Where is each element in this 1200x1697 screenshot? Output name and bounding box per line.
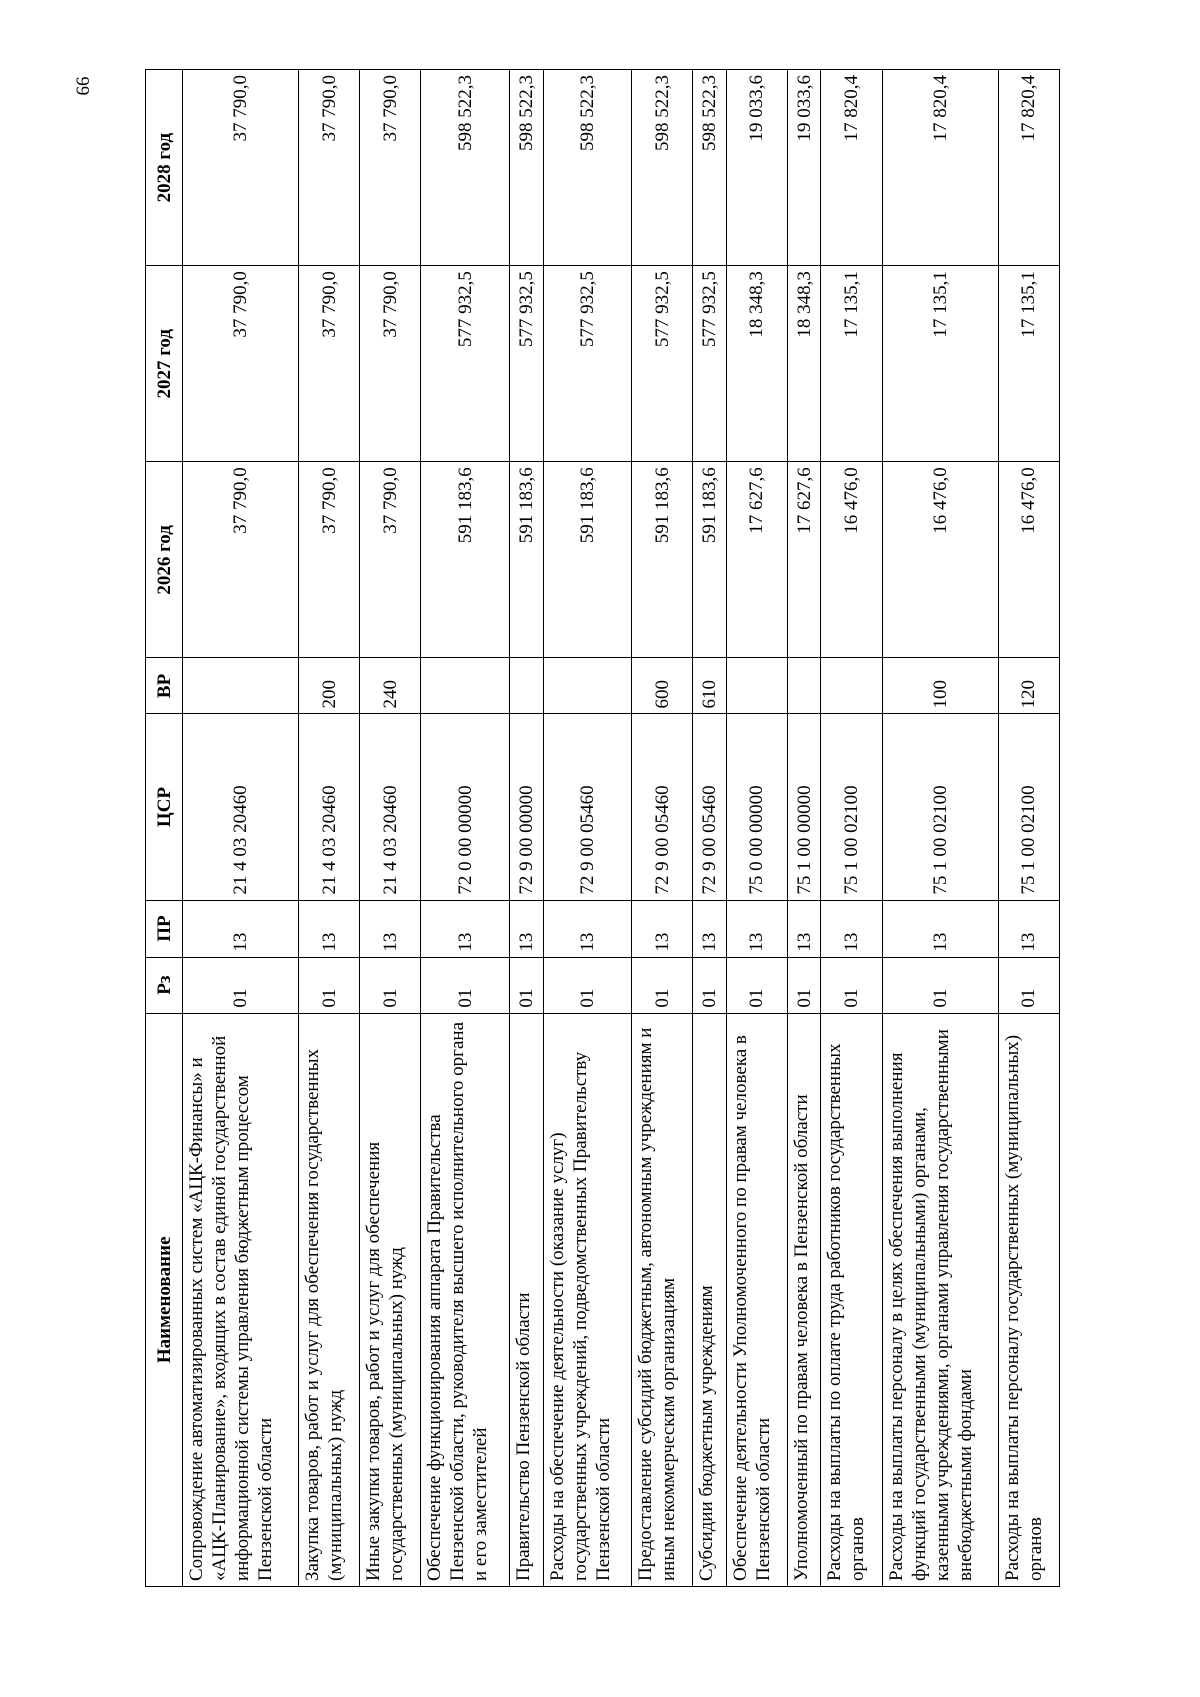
cell-2028: 17 820,4 (821, 70, 882, 266)
cell-rz: 01 (360, 957, 421, 1013)
header-csr: ЦСР (146, 714, 183, 900)
cell-2026: 16 476,0 (998, 462, 1059, 658)
cell-rz: 01 (543, 957, 632, 1013)
cell-2027: 17 135,1 (882, 266, 998, 462)
cell-rz: 01 (632, 957, 693, 1013)
cell-csr: 75 1 00 02100 (998, 714, 1059, 900)
cell-2026: 591 183,6 (693, 462, 727, 658)
header-2027: 2027 год (146, 266, 183, 462)
cell-csr: 72 9 00 05460 (543, 714, 632, 900)
cell-vr: 610 (693, 658, 727, 714)
cell-vr (510, 658, 544, 714)
cell-name: Закупка товаров, работ и услуг для обеспечения государственных (муниципальных) нужд (299, 1013, 360, 1586)
table-row (360, 70, 421, 1587)
cell-vr (421, 658, 510, 714)
cell-rz: 01 (821, 957, 882, 1013)
cell-name: Правительство Пензенской области (510, 1013, 544, 1586)
cell-2028: 598 522,3 (543, 70, 632, 266)
cell-2028: 17 820,4 (998, 70, 1059, 266)
cell-2026: 37 790,0 (183, 462, 299, 658)
table-row (726, 70, 787, 1587)
cell-2027: 18 348,3 (726, 266, 787, 462)
cell-pr: 13 (299, 900, 360, 957)
cell-rz: 01 (882, 957, 998, 1013)
cell-2027: 577 932,5 (632, 266, 693, 462)
cell-pr: 13 (632, 900, 693, 957)
cell-pr: 13 (510, 900, 544, 957)
cell-vr: 120 (998, 658, 1059, 714)
cell-rz: 01 (183, 957, 299, 1013)
cell-csr: 75 1 00 00000 (787, 714, 821, 900)
cell-name: Предоставление субсидий бюджетным, автономным учреждениям и иным некоммерческим организациям (632, 1013, 693, 1586)
cell-vr (543, 658, 632, 714)
cell-name: Сопровождение автоматизированных систем «АЦК-Финансы» и «АЦК-Планирование», входящих в состав единой государственной информационной системы управления бюджетным процессом Пензенской области (183, 1013, 299, 1586)
cell-rz: 01 (693, 957, 727, 1013)
cell-2027: 577 932,5 (421, 266, 510, 462)
cell-csr: 21 4 03 20460 (183, 714, 299, 900)
cell-pr: 13 (882, 900, 998, 957)
header-pr: ПР (146, 900, 183, 957)
table-header-row (146, 70, 183, 1587)
table-body (183, 70, 1060, 1587)
cell-vr: 200 (299, 658, 360, 714)
cell-pr: 13 (726, 900, 787, 957)
cell-name: Расходы на выплаты персоналу в целях обеспечения выполнения функций государственными (муниципальными) органами, казенными учреждениями, органами управления государственными внебюджетными фондами (882, 1013, 998, 1586)
cell-pr: 13 (998, 900, 1059, 957)
cell-name: Обеспечение функционирования аппарата Правительства Пензенской области, руководителя высшего исполнительного органа и его заместителей (421, 1013, 510, 1586)
cell-name: Обеспечение деятельности Уполномоченного по правам человека в Пензенской области (726, 1013, 787, 1586)
cell-2028: 19 033,6 (787, 70, 821, 266)
cell-csr: 21 4 03 20460 (299, 714, 360, 900)
header-rz: Рз (146, 957, 183, 1013)
cell-rz: 01 (787, 957, 821, 1013)
page-number: 66 (73, 76, 94, 96)
cell-vr (821, 658, 882, 714)
cell-name: Расходы на обеспечение деятельности (оказание услуг) государственных учреждений, подведомственных Правительству Пензенской области (543, 1013, 632, 1586)
table-row (882, 70, 998, 1587)
cell-2027: 37 790,0 (183, 266, 299, 462)
cell-2027: 17 135,1 (998, 266, 1059, 462)
cell-2028: 37 790,0 (360, 70, 421, 266)
cell-csr: 72 9 00 05460 (693, 714, 727, 900)
rotated-page-content (145, 69, 1060, 1587)
cell-2026: 591 183,6 (421, 462, 510, 658)
cell-name: Расходы на выплаты персоналу государственных (муниципальных) органов (998, 1013, 1059, 1586)
cell-2027: 577 932,5 (693, 266, 727, 462)
table-row (421, 70, 510, 1587)
cell-name: Расходы на выплаты по оплате труда работников государственных органов (821, 1013, 882, 1586)
table-row (183, 70, 299, 1587)
cell-2026: 17 627,6 (726, 462, 787, 658)
cell-pr: 13 (787, 900, 821, 957)
cell-rz: 01 (998, 957, 1059, 1013)
cell-csr: 72 0 00 00000 (421, 714, 510, 900)
cell-csr: 72 9 00 05460 (632, 714, 693, 900)
cell-rz: 01 (421, 957, 510, 1013)
cell-2028: 37 790,0 (183, 70, 299, 266)
cell-2027: 577 932,5 (510, 266, 544, 462)
cell-name: Иные закупки товаров, работ и услуг для обеспечения государственных (муниципальных) нужд (360, 1013, 421, 1586)
table-row (787, 70, 821, 1587)
cell-2028: 598 522,3 (421, 70, 510, 266)
cell-vr (787, 658, 821, 714)
cell-rz: 01 (726, 957, 787, 1013)
cell-name: Субсидии бюджетным учреждениям (693, 1013, 727, 1586)
cell-2026: 591 183,6 (510, 462, 544, 658)
header-name: Наименование (146, 1013, 183, 1586)
cell-pr: 13 (183, 900, 299, 957)
table-row (998, 70, 1059, 1587)
table-row (299, 70, 360, 1587)
cell-vr (726, 658, 787, 714)
header-2026: 2026 год (146, 462, 183, 658)
cell-2026: 37 790,0 (360, 462, 421, 658)
cell-csr: 75 0 00 00000 (726, 714, 787, 900)
header-vr: ВР (146, 658, 183, 714)
cell-pr: 13 (360, 900, 421, 957)
cell-2028: 598 522,3 (632, 70, 693, 266)
cell-name: Уполномоченный по правам человека в Пензенской области (787, 1013, 821, 1586)
cell-2028: 37 790,0 (299, 70, 360, 266)
cell-2028: 598 522,3 (693, 70, 727, 266)
cell-2028: 598 522,3 (510, 70, 544, 266)
table-row (693, 70, 727, 1587)
cell-2028: 19 033,6 (726, 70, 787, 266)
cell-2028: 17 820,4 (882, 70, 998, 266)
cell-2026: 591 183,6 (632, 462, 693, 658)
cell-2027: 37 790,0 (299, 266, 360, 462)
cell-csr: 75 1 00 02100 (821, 714, 882, 900)
cell-csr: 72 9 00 00000 (510, 714, 544, 900)
cell-2026: 591 183,6 (543, 462, 632, 658)
cell-2026: 16 476,0 (821, 462, 882, 658)
cell-2026: 17 627,6 (787, 462, 821, 658)
cell-pr: 13 (821, 900, 882, 957)
table-row (510, 70, 544, 1587)
cell-vr: 600 (632, 658, 693, 714)
cell-csr: 75 1 00 02100 (882, 714, 998, 900)
header-2028: 2028 год (146, 70, 183, 266)
cell-2027: 17 135,1 (821, 266, 882, 462)
cell-vr (183, 658, 299, 714)
cell-pr: 13 (693, 900, 727, 957)
cell-2027: 18 348,3 (787, 266, 821, 462)
cell-rz: 01 (299, 957, 360, 1013)
table-row (821, 70, 882, 1587)
table-row (632, 70, 693, 1587)
cell-2027: 37 790,0 (360, 266, 421, 462)
cell-pr: 13 (543, 900, 632, 957)
cell-vr: 100 (882, 658, 998, 714)
cell-vr: 240 (360, 658, 421, 714)
cell-rz: 01 (510, 957, 544, 1013)
cell-pr: 13 (421, 900, 510, 957)
cell-2027: 577 932,5 (543, 266, 632, 462)
cell-2026: 37 790,0 (299, 462, 360, 658)
budget-table (145, 69, 1060, 1587)
cell-2026: 16 476,0 (882, 462, 998, 658)
table-row (543, 70, 632, 1587)
cell-csr: 21 4 03 20460 (360, 714, 421, 900)
